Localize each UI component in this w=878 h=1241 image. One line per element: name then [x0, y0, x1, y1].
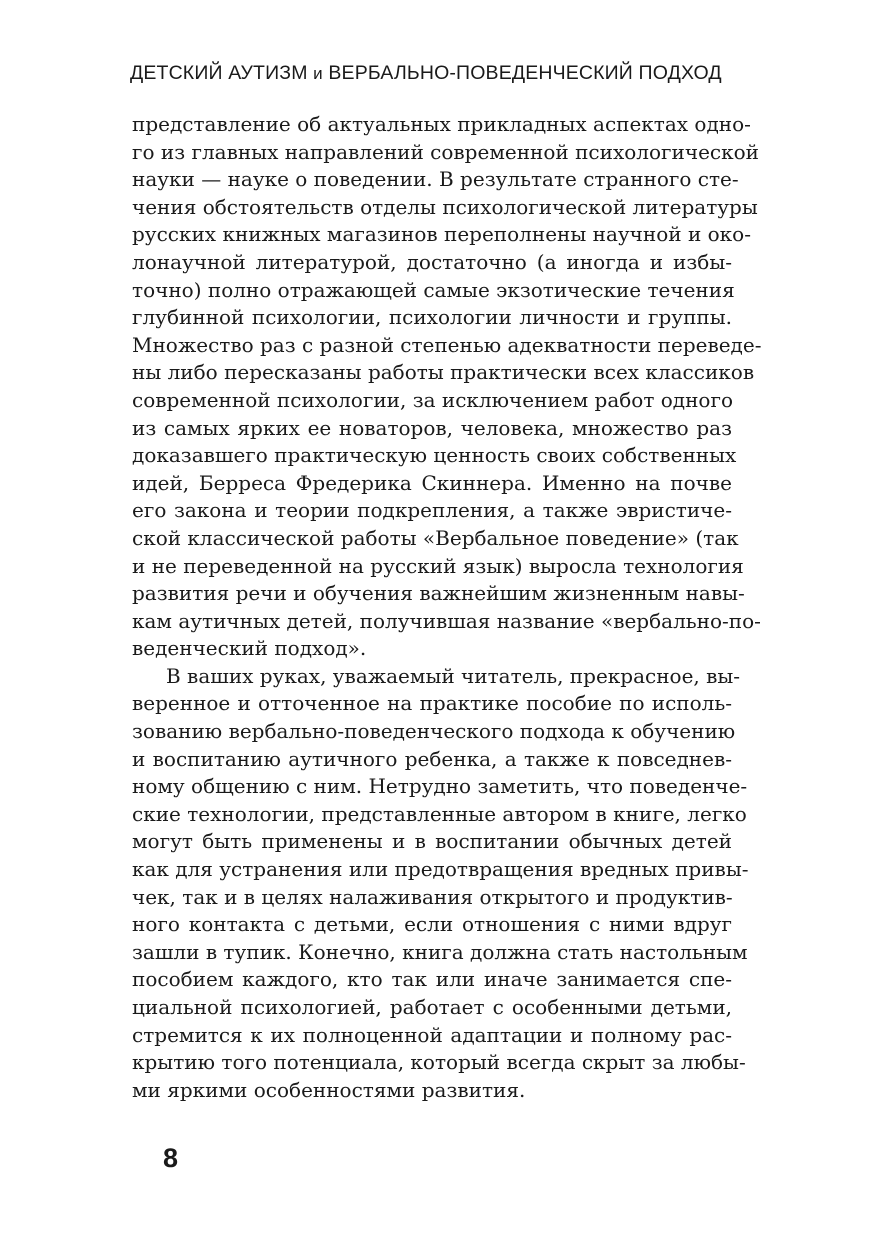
text-line: доказавшего практическую ценность своих собственных: [132, 443, 737, 468]
page-number: 8: [163, 1143, 179, 1173]
text-line: ской классической работы «Вербальное поведение» (так: [132, 525, 739, 550]
text-line: точно) полно отражающей самые экзотические течения: [132, 277, 735, 302]
text-line: науки — науке о поведении. В результате странного сте-: [132, 167, 739, 192]
text-line: как для устранения или предотвращения вредных привы-: [132, 857, 749, 882]
text-line: могут быть применены и в воспитании обычных детей: [132, 829, 732, 854]
text-line: Множество раз с разной степенью адекватности переведе-: [132, 332, 762, 357]
text-line: зованию вербально-поведенческого подхода к обучению: [132, 719, 736, 744]
text-line: В ваших руках, уважаемый читатель, прекрасное, вы-: [166, 663, 741, 688]
text-line: чек, так и в целях налаживания открытого и продуктив-: [132, 884, 733, 909]
text-line: пособием каждого, кто так или иначе занимается спе-: [132, 967, 732, 992]
text-line: циальной психологией, работает с особенными детьми,: [132, 995, 732, 1019]
text-line: ному общению с ним. Нетрудно заметить, что поведенче-: [132, 774, 748, 799]
text-line: русских книжных магазинов переполнены научной и око-: [132, 222, 751, 247]
text-line: ного контакта с детьми, если отношения с ними вдруг: [132, 912, 732, 937]
running-head-part1: ДЕТСКИЙ АУТИЗМ: [130, 62, 314, 84]
text-line: и не переведенной на русский язык) выросла технология: [132, 553, 744, 578]
text-line: ми яркими особенностями развития.: [132, 1077, 526, 1102]
page-body: [132, 111, 762, 1104]
text-line: глубинной психологии, психологии личности и группы.: [132, 305, 732, 330]
text-line: идей, Берреса Фредерика Скиннера. Именно на почве: [132, 470, 732, 495]
text-line: зашли в тупик. Конечно, книга должна стать настольным: [132, 939, 748, 964]
text-line: веденческий подход».: [132, 636, 367, 661]
running-head: [130, 62, 750, 85]
paragraph-2: [132, 663, 749, 1105]
text-line: ские технологии, представленные автором в книге, легко: [132, 801, 747, 826]
paragraph-1: [132, 111, 762, 663]
running-head-part2: и: [313, 64, 323, 83]
text-line: современной психологии, за исключением работ одного: [132, 387, 733, 412]
text-line: развития речи и обучения важнейшим жизненным навы-: [132, 581, 745, 606]
text-line: представление об актуальных прикладных аспектах одно-: [132, 112, 751, 136]
running-head-part3: ВЕРБАЛЬНО-ПОВЕДЕНЧЕСКИЙ ПОДХОД: [322, 62, 722, 84]
text-line: го из главных направлений современной психологической: [132, 139, 759, 164]
text-line: его закона и теории подкрепления, а также эвристиче-: [132, 498, 732, 523]
text-line: крытию того потенциала, который всегда скрыт за любы-: [132, 1050, 746, 1075]
text-line: стремится к их полноценной адаптации и полному рас-: [132, 1022, 732, 1047]
text-line: из самых ярких ее новаторов, человека, множество раз: [132, 415, 732, 440]
text-line: веренное и отточенное на практике пособие по исполь-: [132, 691, 732, 716]
text-line: чения обстоятельств отделы психологической литературы: [132, 194, 758, 219]
text-line: и воспитанию аутичного ребенка, а также к повседнев-: [132, 746, 732, 771]
text-line: ны либо пересказаны работы практически всех классиков: [132, 360, 755, 385]
text-line: лонаучной литературой, достаточно (а иногда и избы-: [132, 249, 732, 274]
text-line: кам аутичных детей, получившая название «вербально-по-: [132, 608, 761, 633]
